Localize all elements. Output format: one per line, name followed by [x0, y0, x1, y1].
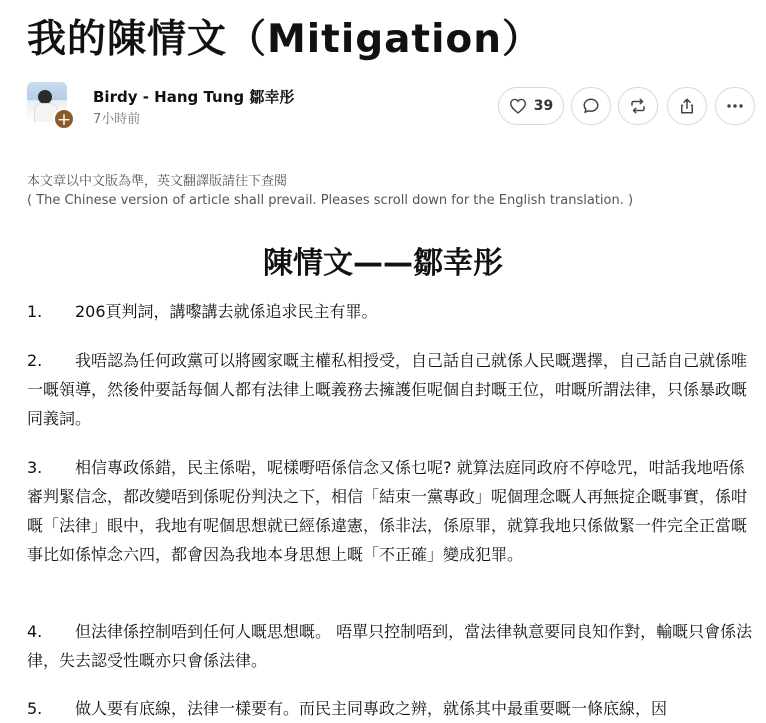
heart-icon — [509, 98, 527, 114]
post-timestamp: 7小時前 — [93, 112, 141, 127]
language-note-en: ( The Chinese version of article shall prevail. Pleases scroll down for the English translation. ) — [27, 193, 634, 208]
paragraph-number: 5. — [27, 699, 43, 718]
post-title: 我的陳情文（Mitigation） — [27, 17, 542, 62]
paragraph-number: 3. — [27, 458, 43, 477]
paragraph-number: 2. — [27, 351, 43, 370]
more-dots-icon — [726, 103, 744, 109]
article-heading: 陳情文——鄒幸彤 — [263, 246, 503, 281]
repost-button[interactable] — [618, 87, 658, 125]
share-icon — [678, 97, 696, 115]
paragraph-number: 1. — [27, 302, 43, 321]
paragraph-text: 206頁判詞，講嚟講去就係追求民主有罪。 — [75, 302, 378, 321]
paragraph-text: 做人要有底線，法律一樣要有。而民主同專政之辨，就係其中最重要嘅一條底線，因 — [75, 699, 668, 718]
paragraph-5 — [27, 694, 757, 723]
paragraph-2 — [27, 346, 757, 433]
repost-icon — [629, 97, 647, 115]
paragraph-4 — [27, 617, 757, 675]
like-count: 39 — [533, 98, 554, 114]
comment-button[interactable] — [571, 87, 611, 125]
paragraph-1 — [27, 297, 757, 326]
follow-button[interactable]: + — [53, 108, 75, 130]
paragraph-text: 我唔認為任何政黨可以將國家嘅主權私相授受，自己話自己就係人民嘅選擇，自己話自己就係唯一嘅領導，然後仲要話每個人都有法律上嘅義務去擁護佢呢個自封嘅王位，咁嘅所謂法律，只係暴政嘅同義詞。 — [27, 351, 748, 428]
share-button[interactable] — [667, 87, 707, 125]
paragraph-text: 但法律係控制唔到任何人嘅思想嘅。 唔單只控制唔到，當法律執意要同良知作對，輸嘅只會係法律，失去認受性嘅亦只會係法律。 — [27, 622, 753, 670]
author-name[interactable]: Birdy - Hang Tung 鄒幸彤 — [93, 88, 295, 106]
comment-bubble-icon — [582, 97, 600, 115]
more-options-button[interactable] — [715, 87, 755, 125]
paragraph-number: 4. — [27, 622, 43, 641]
language-note-zh: 本文章以中文版為準，英文翻譯版請往下查閱 — [27, 174, 288, 189]
paragraph-3 — [27, 453, 757, 569]
paragraph-text: 相信專政係錯，民主係啱，呢樣嘢唔係信念又係乜呢? 就算法庭同政府不停唸咒，咁話我地唔係審判緊信念，都改變唔到係呢份判決之下，相信「結束一黨專政」呢個理念嘅人再無掟企嘅事實，係咁嘅「法律」眼中，我地有呢個思想就已經係違憲，係非法，係原罪，就算我地只係做緊一件完全正當嘅事比如係悼念六四，都會因為我地本身思想上嘅「不正確」變成犯罪。 — [27, 458, 748, 564]
like-button[interactable] — [498, 87, 564, 125]
author-row — [27, 82, 757, 132]
